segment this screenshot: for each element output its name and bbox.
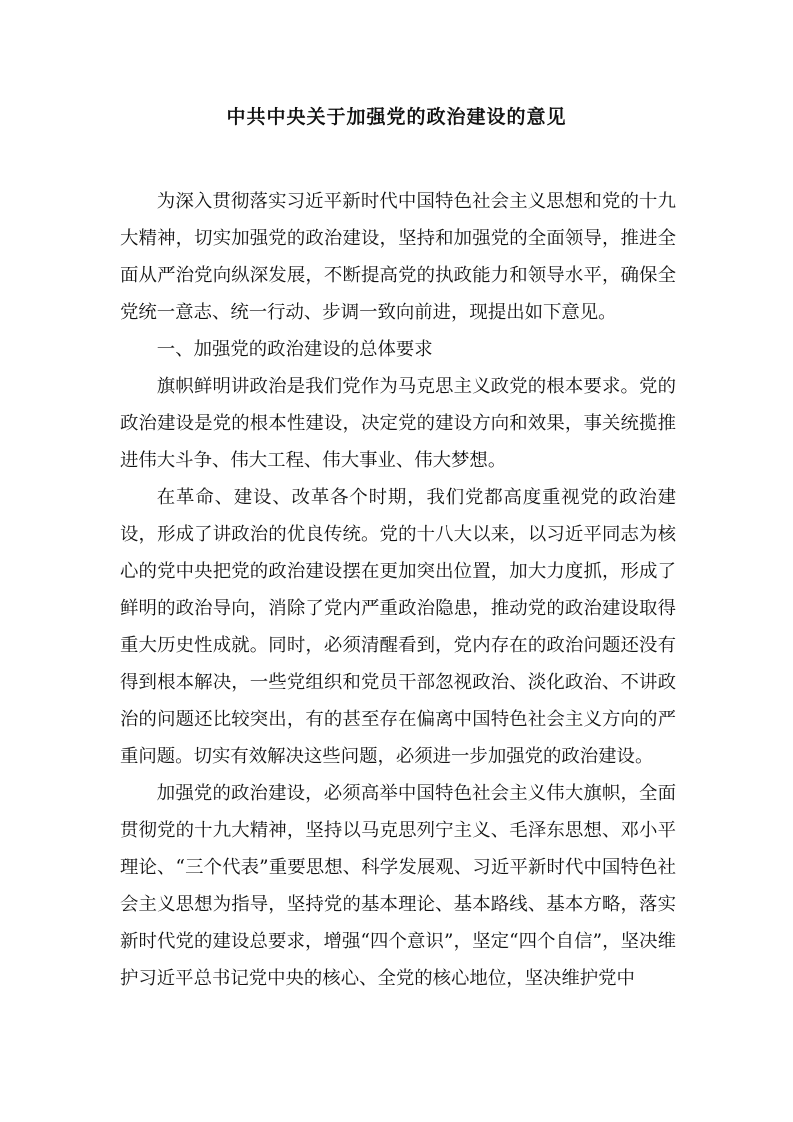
document-title: 中共中央关于加强党的政治建设的意见: [226, 106, 567, 128]
paragraph: 旗帜鲜明讲政治是我们党作为马克思主义政党的根本要求。党的政治建设是党的根本性建设，决定党的建设方向和效果，事关统揽推进伟大斗争、伟大工程、伟大事业、伟大梦想。: [120, 376, 676, 471]
section-heading: 一、加强党的政治建设的总体要求: [156, 339, 433, 360]
paragraph-intro: 为深入贯彻落实习近平新时代中国特色社会主义思想和党的十九大精神，切实加强党的政治建设，坚持和加强党的全面领导，推进全面从严治党向纵深发展，不断提高党的执政能力和领导水平，确保全党统一意志、统一行动、步调一致向前进，现提出如下意见。: [120, 191, 676, 323]
document-body: [120, 183, 676, 997]
paragraph: 在革命、建设、改革各个时期，我们党都高度重视党的政治建设，形成了讲政治的优良传统。党的十八大以来，以习近平同志为核心的党中央把党的政治建设摆在更加突出位置，加大力度抓，形成了鲜明的政治导向，消除了党内严重政治隐患，推动党的政治建设取得重大历史性成就。同时，必须清醒看到，党内存在的政治问题还没有得到根本解决，一些党组织和党员干部忽视政治、淡化政治、不讲政治的问题还比较突出，有的甚至存在偏离中国特色社会主义方向的严重问题。切实有效解决这些问题，必须进一步加强党的政治建设。: [120, 487, 676, 767]
paragraph: 加强党的政治建设，必须高举中国特色社会主义伟大旗帜，全面贯彻党的十九大精神，坚持以马克思列宁主义、毛泽东思想、邓小平理论、“三个代表”重要思想、科学发展观、习近平新时代中国特色社会主义思想为指导，坚持党的基本理论、基本路线、基本方略，落实新时代党的建设总要求，增强“四个意识”，坚定“四个自信”，坚决维护习近平总书记党中央的核心、全党的核心地位，坚决维护党中: [120, 783, 676, 989]
